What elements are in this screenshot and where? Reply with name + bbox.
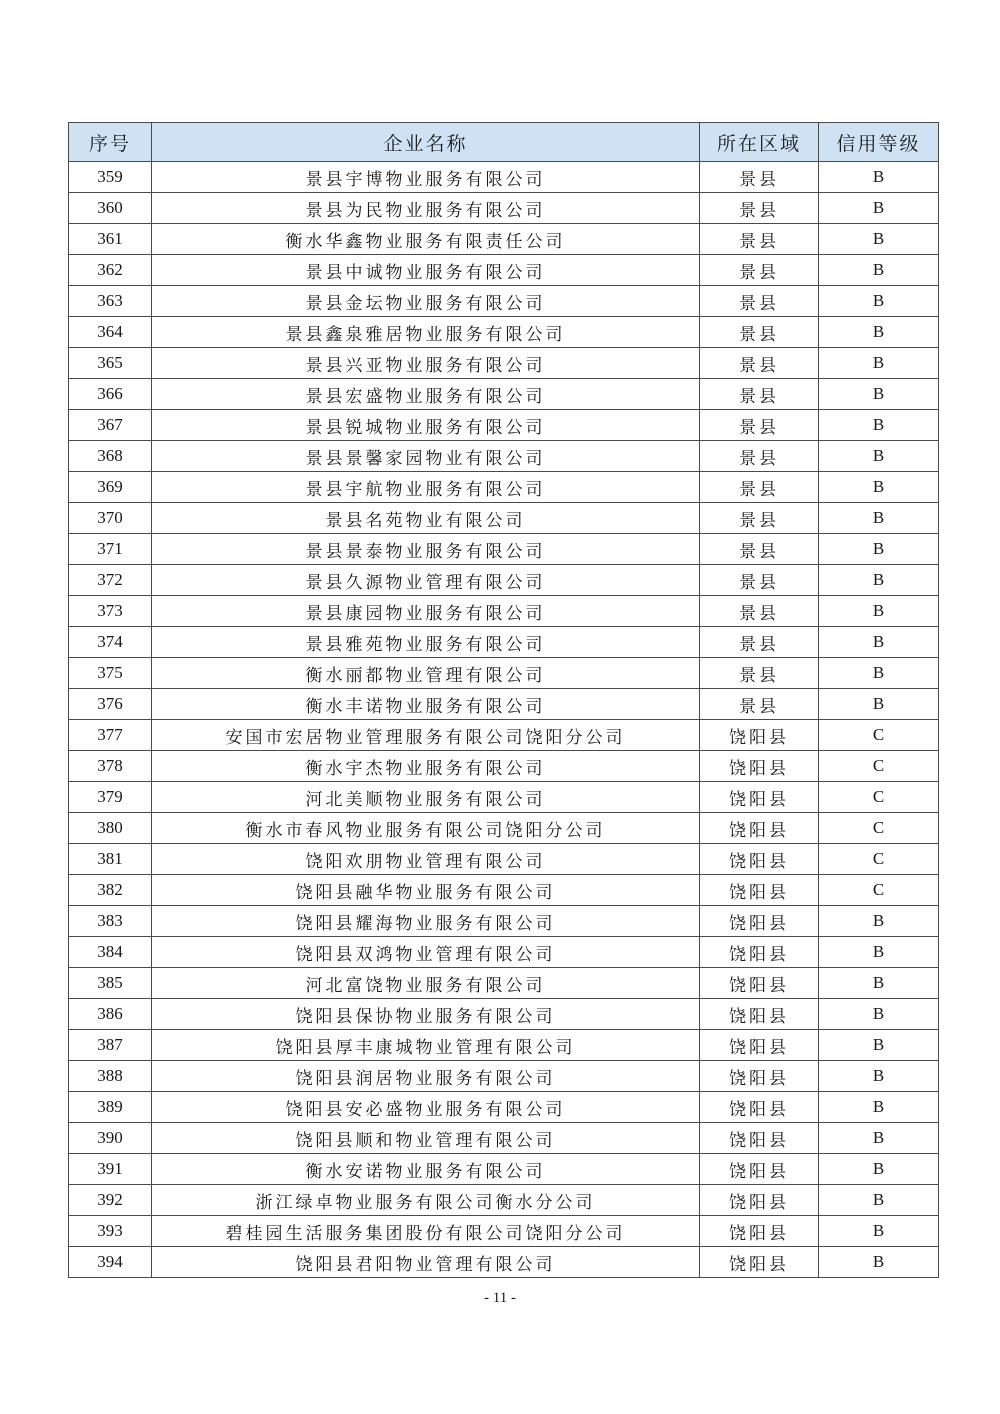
table-row [69, 255, 939, 286]
cell-serial-number: 367 [69, 410, 152, 441]
cell-credit-grade: B [819, 1247, 939, 1278]
cell-serial-number: 370 [69, 503, 152, 534]
cell-credit-grade: B [819, 1030, 939, 1061]
table-row [69, 348, 939, 379]
table-row [69, 782, 939, 813]
cell-serial-number: 364 [69, 317, 152, 348]
cell-serial-number: 361 [69, 224, 152, 255]
cell-serial-number: 393 [69, 1216, 152, 1247]
cell-credit-grade: B [819, 1061, 939, 1092]
cell-region: 饶阳县 [700, 875, 819, 906]
cell-credit-grade: B [819, 379, 939, 410]
cell-company-name: 河北富饶物业服务有限公司 [152, 968, 700, 999]
cell-serial-number: 381 [69, 844, 152, 875]
cell-serial-number: 362 [69, 255, 152, 286]
cell-company-name: 景县雅苑物业服务有限公司 [152, 627, 700, 658]
cell-region: 饶阳县 [700, 720, 819, 751]
cell-serial-number: 375 [69, 658, 152, 689]
table-row [69, 1154, 939, 1185]
table-row [69, 658, 939, 689]
table-row [69, 875, 939, 906]
cell-serial-number: 372 [69, 565, 152, 596]
cell-credit-grade: B [819, 1092, 939, 1123]
cell-serial-number: 365 [69, 348, 152, 379]
cell-serial-number: 374 [69, 627, 152, 658]
table-row [69, 627, 939, 658]
cell-company-name: 景县鑫泉雅居物业服务有限公司 [152, 317, 700, 348]
cell-credit-grade: B [819, 193, 939, 224]
cell-serial-number: 378 [69, 751, 152, 782]
cell-region: 景县 [700, 224, 819, 255]
cell-company-name: 饶阳县融华物业服务有限公司 [152, 875, 700, 906]
cell-credit-grade: B [819, 472, 939, 503]
cell-credit-grade: C [819, 875, 939, 906]
cell-region: 饶阳县 [700, 1247, 819, 1278]
cell-credit-grade: B [819, 534, 939, 565]
cell-company-name: 饶阳县耀海物业服务有限公司 [152, 906, 700, 937]
table-row [69, 565, 939, 596]
cell-credit-grade: B [819, 565, 939, 596]
cell-credit-grade: B [819, 596, 939, 627]
cell-credit-grade: B [819, 1154, 939, 1185]
cell-region: 饶阳县 [700, 1216, 819, 1247]
cell-serial-number: 376 [69, 689, 152, 720]
table-row [69, 1216, 939, 1247]
cell-region: 景县 [700, 193, 819, 224]
cell-company-name: 饶阳县双鸿物业管理有限公司 [152, 937, 700, 968]
cell-company-name: 河北美顺物业服务有限公司 [152, 782, 700, 813]
cell-credit-grade: C [819, 751, 939, 782]
cell-region: 饶阳县 [700, 999, 819, 1030]
cell-company-name: 景县名苑物业有限公司 [152, 503, 700, 534]
table-row [69, 534, 939, 565]
cell-company-name: 景县宇航物业服务有限公司 [152, 472, 700, 503]
table-row [69, 968, 939, 999]
cell-serial-number: 384 [69, 937, 152, 968]
cell-region: 饶阳县 [700, 968, 819, 999]
cell-region: 饶阳县 [700, 1092, 819, 1123]
table-row [69, 906, 939, 937]
cell-region: 饶阳县 [700, 1030, 819, 1061]
cell-region: 景县 [700, 503, 819, 534]
cell-serial-number: 386 [69, 999, 152, 1030]
cell-serial-number: 360 [69, 193, 152, 224]
cell-company-name: 衡水安诺物业服务有限公司 [152, 1154, 700, 1185]
table-row [69, 317, 939, 348]
cell-region: 饶阳县 [700, 1061, 819, 1092]
cell-company-name: 景县景泰物业服务有限公司 [152, 534, 700, 565]
cell-serial-number: 390 [69, 1123, 152, 1154]
cell-region: 景县 [700, 410, 819, 441]
table-row [69, 162, 939, 193]
table-row [69, 286, 939, 317]
cell-credit-grade: C [819, 782, 939, 813]
cell-region: 景县 [700, 379, 819, 410]
cell-region: 景县 [700, 255, 819, 286]
cell-company-name: 饶阳县厚丰康城物业管理有限公司 [152, 1030, 700, 1061]
cell-credit-grade: B [819, 1185, 939, 1216]
cell-serial-number: 363 [69, 286, 152, 317]
cell-company-name: 景县中诚物业服务有限公司 [152, 255, 700, 286]
page-number: - 11 - [484, 1290, 516, 1306]
cell-credit-grade: B [819, 906, 939, 937]
cell-credit-grade: B [819, 503, 939, 534]
cell-serial-number: 394 [69, 1247, 152, 1278]
cell-region: 饶阳县 [700, 906, 819, 937]
cell-serial-number: 366 [69, 379, 152, 410]
cell-serial-number: 383 [69, 906, 152, 937]
cell-serial-number: 385 [69, 968, 152, 999]
cell-company-name: 景县金坛物业服务有限公司 [152, 286, 700, 317]
cell-credit-grade: B [819, 348, 939, 379]
cell-region: 景县 [700, 565, 819, 596]
table-row [69, 472, 939, 503]
cell-company-name: 饶阳欢朋物业管理有限公司 [152, 844, 700, 875]
cell-credit-grade: B [819, 410, 939, 441]
cell-company-name: 饶阳县润居物业服务有限公司 [152, 1061, 700, 1092]
cell-company-name: 衡水丰诺物业服务有限公司 [152, 689, 700, 720]
table-row [69, 596, 939, 627]
cell-company-name: 衡水市春风物业服务有限公司饶阳分公司 [152, 813, 700, 844]
cell-company-name: 景县锐城物业服务有限公司 [152, 410, 700, 441]
table-row [69, 751, 939, 782]
cell-company-name: 景县宏盛物业服务有限公司 [152, 379, 700, 410]
cell-region: 饶阳县 [700, 782, 819, 813]
cell-region: 景县 [700, 534, 819, 565]
cell-region: 景县 [700, 286, 819, 317]
table-row [69, 1123, 939, 1154]
cell-region: 景县 [700, 689, 819, 720]
cell-credit-grade: B [819, 689, 939, 720]
cell-serial-number: 380 [69, 813, 152, 844]
cell-company-name: 安国市宏居物业管理服务有限公司饶阳分公司 [152, 720, 700, 751]
cell-serial-number: 391 [69, 1154, 152, 1185]
table-row [69, 689, 939, 720]
table-row [69, 1185, 939, 1216]
cell-region: 饶阳县 [700, 1123, 819, 1154]
cell-company-name: 景县景馨家园物业有限公司 [152, 441, 700, 472]
table-row [69, 1247, 939, 1278]
header-region: 所在区域 [700, 123, 819, 162]
cell-credit-grade: B [819, 968, 939, 999]
cell-credit-grade: B [819, 937, 939, 968]
cell-company-name: 碧桂园生活服务集团股份有限公司饶阳分公司 [152, 1216, 700, 1247]
cell-serial-number: 392 [69, 1185, 152, 1216]
cell-serial-number: 388 [69, 1061, 152, 1092]
cell-serial-number: 379 [69, 782, 152, 813]
table-row [69, 1061, 939, 1092]
table-row [69, 224, 939, 255]
cell-company-name: 景县兴亚物业服务有限公司 [152, 348, 700, 379]
cell-serial-number: 371 [69, 534, 152, 565]
table-row [69, 937, 939, 968]
header-serial-number: 序号 [69, 123, 152, 162]
cell-credit-grade: B [819, 224, 939, 255]
cell-region: 饶阳县 [700, 1185, 819, 1216]
cell-region: 景县 [700, 317, 819, 348]
cell-serial-number: 382 [69, 875, 152, 906]
cell-company-name: 衡水宇杰物业服务有限公司 [152, 751, 700, 782]
cell-serial-number: 373 [69, 596, 152, 627]
cell-region: 景县 [700, 162, 819, 193]
cell-serial-number: 377 [69, 720, 152, 751]
cell-company-name: 景县康园物业服务有限公司 [152, 596, 700, 627]
cell-serial-number: 369 [69, 472, 152, 503]
cell-company-name: 饶阳县安必盛物业服务有限公司 [152, 1092, 700, 1123]
cell-region: 景县 [700, 596, 819, 627]
cell-region: 景县 [700, 627, 819, 658]
cell-serial-number: 368 [69, 441, 152, 472]
cell-region: 饶阳县 [700, 813, 819, 844]
cell-region: 景县 [700, 441, 819, 472]
table-row [69, 379, 939, 410]
cell-credit-grade: C [819, 813, 939, 844]
cell-credit-grade: B [819, 255, 939, 286]
cell-region: 饶阳县 [700, 937, 819, 968]
table-row [69, 503, 939, 534]
cell-credit-grade: B [819, 162, 939, 193]
cell-credit-grade: B [819, 286, 939, 317]
header-credit-grade: 信用等级 [819, 123, 939, 162]
cell-region: 景县 [700, 472, 819, 503]
cell-credit-grade: B [819, 1123, 939, 1154]
cell-company-name: 衡水丽都物业管理有限公司 [152, 658, 700, 689]
cell-serial-number: 387 [69, 1030, 152, 1061]
table-row [69, 844, 939, 875]
cell-company-name: 浙江绿卓物业服务有限公司衡水分公司 [152, 1185, 700, 1216]
header-company-name: 企业名称 [152, 123, 700, 162]
cell-region: 饶阳县 [700, 1154, 819, 1185]
cell-credit-grade: C [819, 720, 939, 751]
table-row [69, 720, 939, 751]
cell-credit-grade: B [819, 317, 939, 348]
cell-credit-grade: B [819, 658, 939, 689]
cell-company-name: 饶阳县君阳物业管理有限公司 [152, 1247, 700, 1278]
cell-company-name: 衡水华鑫物业服务有限责任公司 [152, 224, 700, 255]
cell-region: 景县 [700, 348, 819, 379]
table-row [69, 441, 939, 472]
table-row [69, 813, 939, 844]
table-row [69, 999, 939, 1030]
cell-credit-grade: B [819, 441, 939, 472]
table-row [69, 410, 939, 441]
cell-company-name: 饶阳县顺和物业管理有限公司 [152, 1123, 700, 1154]
cell-region: 饶阳县 [700, 844, 819, 875]
table-row [69, 1030, 939, 1061]
cell-company-name: 景县宇博物业服务有限公司 [152, 162, 700, 193]
cell-region: 饶阳县 [700, 751, 819, 782]
cell-credit-grade: C [819, 844, 939, 875]
cell-region: 景县 [700, 658, 819, 689]
table-row [69, 193, 939, 224]
cell-credit-grade: B [819, 1216, 939, 1247]
cell-serial-number: 389 [69, 1092, 152, 1123]
cell-serial-number: 359 [69, 162, 152, 193]
cell-company-name: 景县久源物业管理有限公司 [152, 565, 700, 596]
cell-company-name: 饶阳县保协物业服务有限公司 [152, 999, 700, 1030]
cell-credit-grade: B [819, 999, 939, 1030]
credit-rating-table [68, 122, 939, 1278]
cell-company-name: 景县为民物业服务有限公司 [152, 193, 700, 224]
cell-credit-grade: B [819, 627, 939, 658]
table-header-row [69, 123, 939, 162]
table-row [69, 1092, 939, 1123]
